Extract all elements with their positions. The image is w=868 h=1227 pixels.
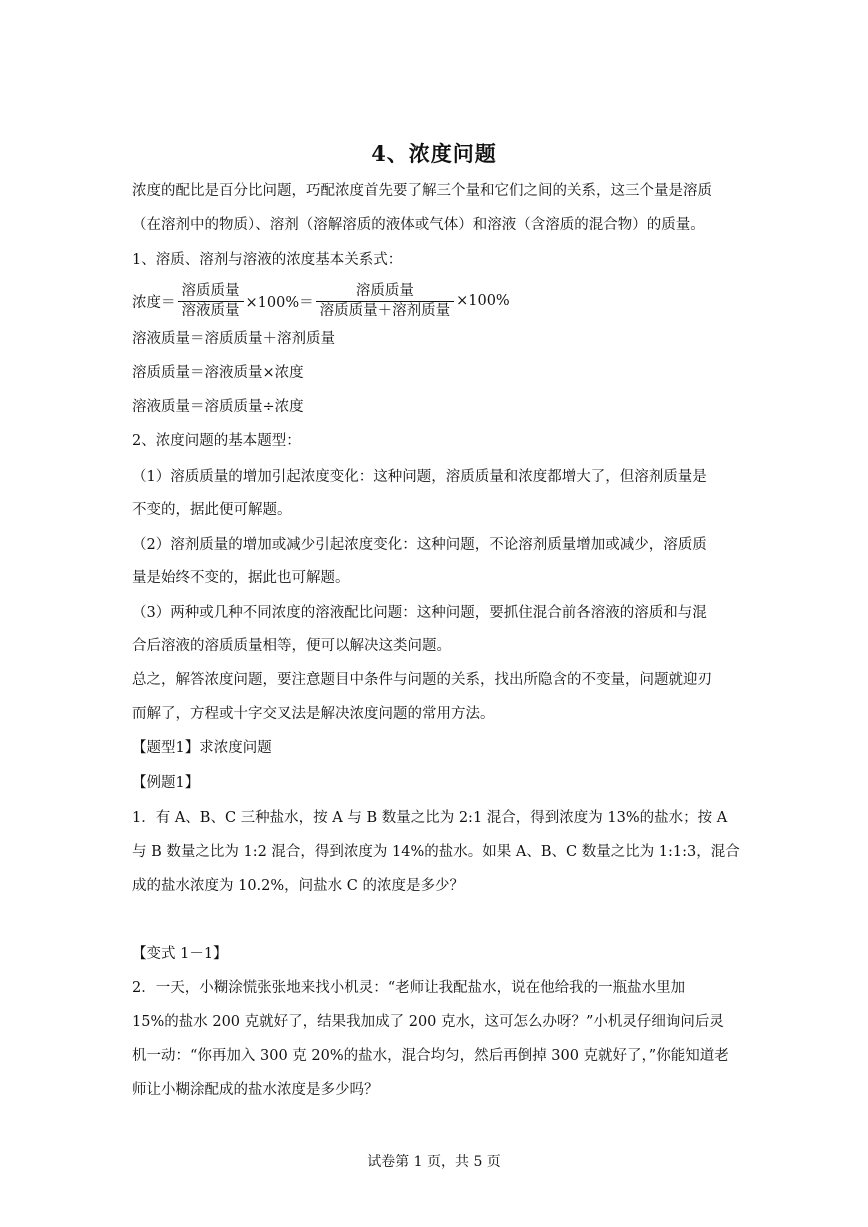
question-1-line-2: 与 B 数量之比为 1:2 混合，得到浓度为 14%的盐水。如果 A、B、C 数量之比为 1:1:3，混合 (132, 844, 740, 860)
relation-3: 溶液质量＝溶质质量÷浓度 (132, 399, 304, 415)
type-2-line-1: （2）溶剂质量的增加或减少引起浓度变化：这种问题，不论溶剂质量增加或减少，溶质质 (132, 537, 707, 553)
fraction-2-numerator: 溶质质量 (355, 282, 414, 299)
fraction-2-denominator: 溶质质量＋溶剂质量 (316, 301, 455, 320)
type-2-line-2: 量是始终不变的，据此也可解题。 (132, 570, 350, 586)
question-type-1-heading: 【题型1】求浓度问题 (132, 740, 272, 756)
concentration-formula (132, 281, 510, 321)
formula-tail: ×100% (456, 293, 510, 309)
relation-1: 溶液质量＝溶质质量＋溶剂质量 (132, 331, 335, 347)
section-1-heading: 1、溶质、溶剂与溶液的浓度基本关系式： (132, 252, 403, 268)
intro-line-2: （在溶剂中的物质）、溶剂（溶解溶质的液体或气体）和溶液（含溶质的混合物）的质量。 (132, 217, 705, 233)
question-1-line-1: 1．有 A、B、C 三种盐水，按 A 与 B 数量之比为 2:1 混合，得到浓度为 13%的盐水；按 A (132, 810, 728, 826)
page-footer: 试卷第 1 页，共 5 页 (367, 1154, 501, 1170)
question-2-line-1: 2．一天，小糊涂慌张张地来找小机灵：“老师让我配盐水，说在他给我的一瓶盐水里加 (132, 980, 686, 996)
fraction-1 (178, 283, 244, 320)
formula-middle: ×100%＝ (245, 294, 314, 311)
type-1-line-2: 不变的，据此便可解题。 (132, 502, 292, 518)
question-2-line-3: 机一动：“你再加入 300 克 20%的盐水，混合均匀，然后再倒掉 300 克就好了，”你能知道老 (132, 1048, 729, 1064)
fraction-2 (316, 283, 455, 320)
section-2-heading: 2、浓度问题的基本题型： (132, 433, 301, 449)
variant-1-1-heading: 【变式 1－1】 (132, 946, 228, 962)
question-1-line-3: 成的盐水浓度为 10.2%，问盐水 C 的浓度是多少？ (132, 878, 464, 894)
fraction-1-denominator: 溶液质量 (178, 301, 244, 320)
intro-line-1: 浓度的配比是百分比问题，巧配浓度首先要了解三个量和它们之间的关系，这三个量是溶质 (132, 183, 712, 199)
question-2-line-2: 15%的盐水 200 克就好了，结果我加成了 200 克水，这可怎么办呀？”小机灵仔细询问后灵 (132, 1014, 724, 1030)
type-3-line-2: 合后溶液的溶质质量相等，便可以解决这类问题。 (132, 638, 451, 654)
type-3-line-1: （3）两种或几种不同浓度的溶液配比问题：这种问题，要抓住混合前各溶液的溶质和与混 (132, 605, 707, 621)
page-title: 4、浓度问题 (371, 141, 497, 166)
type-1-line-1: （1）溶质质量的增加引起浓度变化：这种问题，溶质质量和浓度都增大了，但溶剂质量是 (132, 469, 707, 485)
summary-line-1: 总之，解答浓度问题，要注意题目中条件与问题的关系，找出所隐含的不变量，问题就迎刃 (132, 672, 712, 688)
example-1-heading: 【例题1】 (132, 775, 200, 791)
fraction-1-numerator: 溶质质量 (181, 282, 240, 299)
relation-2: 溶质质量＝溶液质量×浓度 (132, 365, 304, 381)
question-2-line-4: 师让小糊涂配成的盐水浓度是多少吗？ (132, 1082, 379, 1098)
formula-lhs: 浓度＝ (132, 294, 176, 311)
summary-line-2: 而解了，方程或十字交叉法是解决浓度问题的常用方法。 (132, 706, 495, 722)
